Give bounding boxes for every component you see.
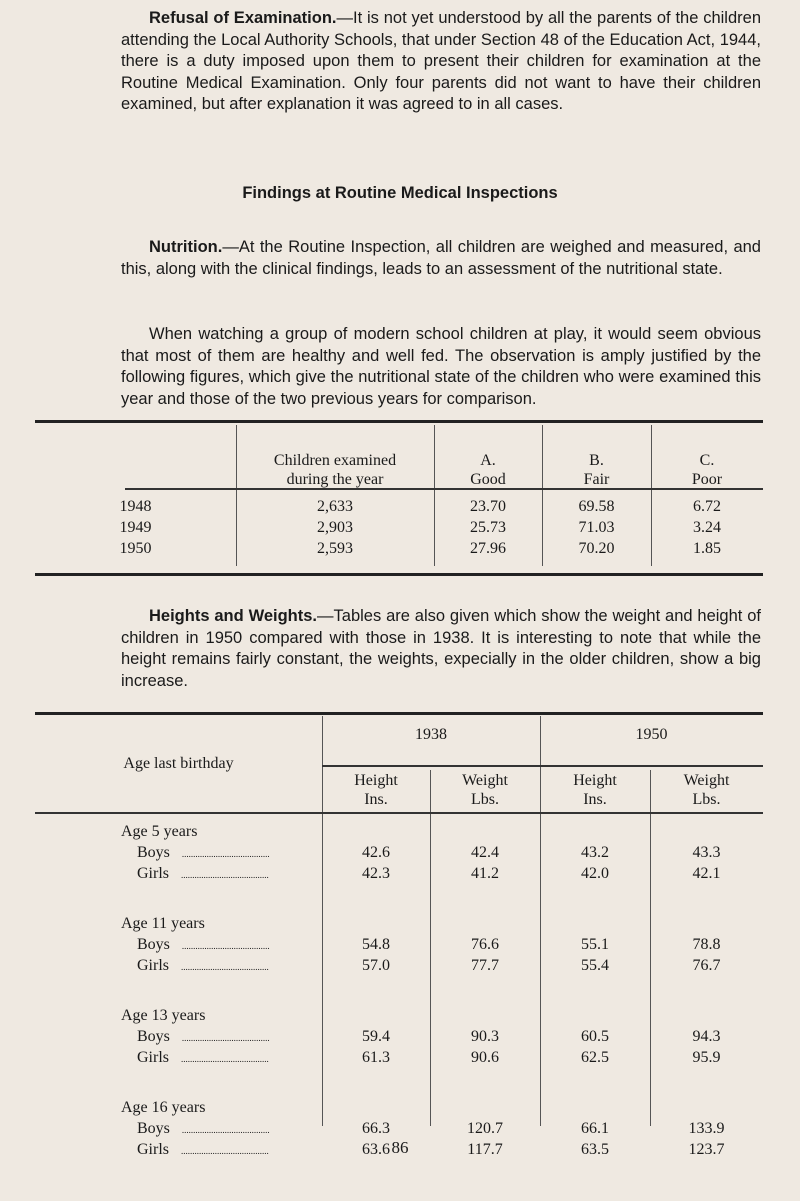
leader-dots: .......................................: [181, 849, 270, 859]
table-rule: [35, 420, 763, 423]
header-poor: C. Poor: [691, 452, 723, 488]
table-rule: [125, 488, 763, 490]
row-label: [137, 1027, 322, 1048]
row-label-text: Girls: [137, 957, 169, 974]
leader-dots: .......................................: [181, 1033, 270, 1043]
nutrition-cell-c: 1.85: [693, 540, 721, 557]
hw-cell-h50: 55.1: [581, 936, 609, 953]
refusal-text: —It is not yet understood by all the parents of the children attending the Local Authority Schools, that under Section 48 of the Education Act, 1944, there is a duty imposed upon them to present their children for examination at the Routine Medical Examination. Only four parents did not want to have their children examined, but after explanation it was agreed to in all cases.: [121, 9, 761, 113]
row-label: [137, 864, 322, 885]
age-group-label: Age 13 years: [121, 1007, 206, 1024]
nutrition-cell-examined: 2,903: [317, 519, 353, 536]
nutrition-cell-b: 71.03: [578, 519, 615, 536]
nutrition-cell-a: 23.70: [470, 498, 506, 515]
header-height-1938: Height Ins.: [354, 772, 398, 808]
hw-cell-w50: 76.7: [692, 957, 721, 974]
nutrition-cell-a: 27.96: [470, 540, 506, 557]
hw-cell-h38: 63.6: [362, 1141, 390, 1158]
nutrition-text: —At the Routine Inspection, all children are weighed and measured, and this, along with the clinical findings, leads to an assessment of the nutritional state.: [121, 238, 761, 278]
nutrition-cell-c: 3.24: [693, 519, 721, 536]
header-year-1950: 1950: [635, 726, 668, 743]
header-age: Age last birthday: [123, 755, 234, 772]
table-rule: [35, 812, 763, 814]
hw-cell-h38: 61.3: [362, 1049, 390, 1066]
header-weight-1950: Weight Lbs.: [683, 772, 730, 808]
header-year-1938: 1938: [415, 726, 447, 743]
hw-cell-h50: 42.0: [581, 865, 609, 882]
row-label-text: Girls: [137, 865, 169, 882]
hw-cell-h50: 43.2: [581, 844, 609, 861]
row-label-text: Boys: [137, 1120, 170, 1137]
hw-cell-w38: 90.3: [471, 1028, 499, 1045]
heights-text: —Tables are also given which show the weight and height of children in 1950 compared with those in 1938. It is interesting to note that while the height remains fairly constant, the weights, expecially in the older children, show a big increase.: [121, 607, 761, 690]
age-group-label: Age 16 years: [121, 1099, 206, 1116]
hw-cell-w38: 117.7: [467, 1141, 503, 1158]
nutrition-cell-c: 6.72: [693, 498, 721, 515]
row-label-text: Boys: [137, 1028, 170, 1045]
age-group-label: Age 5 years: [121, 823, 198, 840]
nutrition-cell-examined: 2,633: [317, 498, 353, 515]
hw-cell-w38: 41.2: [471, 865, 499, 882]
table-rule: [322, 765, 763, 767]
hw-cell-w38: 42.4: [471, 844, 499, 861]
hw-cell-h50: 55.4: [581, 957, 609, 974]
hw-cell-w50: 78.8: [692, 936, 721, 953]
row-label: [137, 935, 322, 956]
row-label-text: Boys: [137, 936, 170, 953]
nutrition-cell-a: 25.73: [470, 519, 506, 536]
hw-cell-w38: 120.7: [467, 1120, 503, 1137]
nutrition-cell-year: 1948: [119, 498, 152, 515]
row-label-text: Girls: [137, 1049, 169, 1066]
hw-cell-w50: 123.7: [688, 1141, 725, 1158]
nutrition-cell-b: 70.20: [578, 540, 615, 557]
nutrition-title: Nutrition.: [149, 238, 223, 256]
header-good: A. Good: [470, 452, 506, 488]
leader-dots: .......................................: [181, 941, 270, 951]
hw-cell-w50: 42.1: [692, 865, 721, 882]
refusal-title: Refusal of Examination.: [149, 9, 337, 27]
hw-cell-h38: 57.0: [362, 957, 390, 974]
hw-cell-h50: 62.5: [581, 1049, 609, 1066]
header-height-1950: Height Ins.: [573, 772, 617, 808]
hw-cell-h38: 42.6: [362, 844, 390, 861]
nutrition-cell-examined: 2,593: [317, 540, 353, 557]
row-label: [137, 1048, 322, 1069]
hw-cell-w38: 77.7: [471, 957, 499, 974]
leader-dots: .......................................: [181, 1054, 269, 1064]
row-label-text: Boys: [137, 844, 170, 861]
hw-cell-h50: 60.5: [581, 1028, 609, 1045]
hw-cell-h38: 42.3: [362, 865, 390, 882]
hw-cell-h50: 66.1: [581, 1120, 609, 1137]
leader-dots: .......................................: [181, 870, 269, 880]
hw-cell-h38: 59.4: [362, 1028, 390, 1045]
table-rule: [35, 573, 763, 576]
nutrition-cell-b: 69.58: [578, 498, 615, 515]
header-weight-1938: Weight Lbs.: [462, 772, 508, 808]
leader-dots: .......................................: [181, 962, 269, 972]
row-label: [137, 843, 322, 864]
nutrition-paragraph: [121, 237, 761, 280]
hw-cell-w38: 90.6: [471, 1049, 499, 1066]
age-group-label: Age 11 years: [121, 915, 205, 932]
hw-cell-h38: 66.3: [362, 1120, 390, 1137]
nutrition-cell-year: 1950: [119, 540, 152, 557]
hw-cell-w50: 133.9: [688, 1120, 725, 1137]
header-fair: B. Fair: [583, 452, 610, 488]
hw-cell-w50: 43.3: [692, 844, 721, 861]
leader-dots: .......................................: [181, 1125, 270, 1135]
leader-dots: .......................................: [181, 1146, 269, 1156]
hw-cell-w50: 95.9: [692, 1049, 721, 1066]
heights-title: Heights and Weights.: [149, 607, 318, 625]
row-label-text: Girls: [137, 1141, 169, 1158]
refusal-paragraph: [121, 8, 761, 116]
header-examined: Children examined during the year: [273, 452, 397, 488]
nutrition-cell-year: 1949: [119, 519, 152, 536]
hw-cell-w50: 94.3: [692, 1028, 721, 1045]
hw-cell-w38: 76.6: [471, 936, 499, 953]
findings-heading: Findings at Routine Medical Inspections: [242, 184, 558, 202]
page-number: 86: [391, 1138, 409, 1157]
row-label: [137, 956, 322, 977]
hw-cell-h38: 54.8: [362, 936, 390, 953]
watching-paragraph: When watching a group of modern school children at play, it would seem obvious that most of them are healthy and well fed. The observation is amply justified by the following figures, which give the nutritional state of the children who were examined this year and those of the two previous years for comparison.: [121, 325, 761, 408]
hw-cell-h50: 63.5: [581, 1141, 609, 1158]
table-rule: [35, 712, 763, 715]
heights-paragraph: [121, 606, 761, 692]
